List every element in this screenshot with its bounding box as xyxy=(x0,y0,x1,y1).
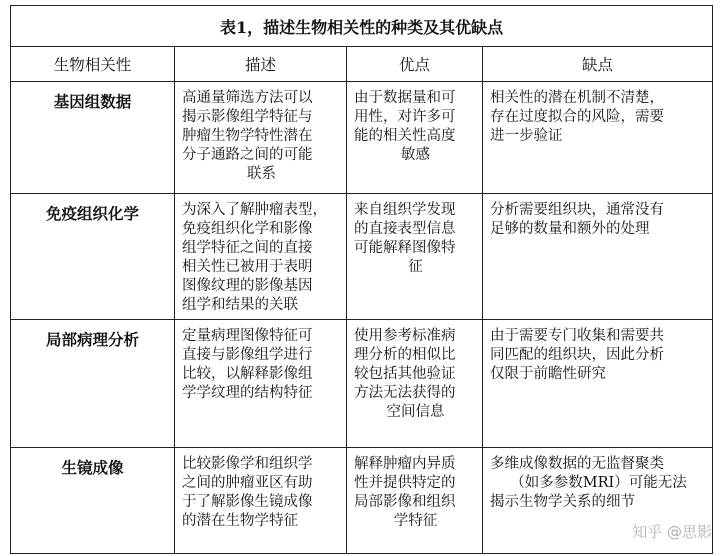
row-disadvantages: 由于需要专门收集和需要共 同匹配的组织块，因此分析 仅限于前瞻性研究 xyxy=(483,320,713,448)
row-disadvantages: 相关性的潜在机制不清楚， 存在过度拟合的风险，需要 进一步验证 xyxy=(483,82,713,194)
row-category: 生镜成像 xyxy=(11,448,175,554)
row-description: 高通量筛选方法可以 揭示影像组学特征与 肿瘤生物学特性潜在 分子通路之间的可能 联系 xyxy=(175,82,347,194)
table-row xyxy=(11,82,713,194)
row-category: 基因组数据 xyxy=(11,82,175,194)
row-description: 比较影像学和组织学 之间的肿瘤亚区有助 于了解影像生镜成像 的潜在生物学特征 xyxy=(175,448,347,554)
row-advantages: 来自组织学发现 的直接表型信息 可能解释图像特 征 xyxy=(347,194,483,320)
header-row xyxy=(11,47,713,82)
header-disadvantages: 缺点 xyxy=(483,47,713,82)
row-disadvantages: 多维成像数据的无监督聚类 （如多参数MRI）可能无法 揭示生物学关系的细节 xyxy=(483,448,713,554)
row-category: 免疫组织化学 xyxy=(11,194,175,320)
row-advantages: 由于数据量和可 用性，对许多可 能的相关性高度 敏感 xyxy=(347,82,483,194)
table-row xyxy=(11,320,713,448)
table-row xyxy=(11,194,713,320)
table-row xyxy=(11,448,713,554)
document-table xyxy=(10,5,713,554)
row-disadvantages: 分析需要组织块，通常没有 足够的数量和额外的处理 xyxy=(483,194,713,320)
row-category: 局部病理分析 xyxy=(11,320,175,448)
zhihu-watermark: 知乎 @思影 xyxy=(632,523,712,541)
row-description: 定量病理图像特征可 直接与影像组学进行 比较，以解释影像组 学学纹理的结构特征 xyxy=(175,320,347,448)
row-advantages: 解释肿瘤内异质 性并提供特定的 局部影像和组织 学特征 xyxy=(347,448,483,554)
row-description: 为深入了解肿瘤表型， 免疫组织化学和影像 组学特征之间的直接 相关性已被用于表明 图像纹理的影像基因 组学和结果的关联 xyxy=(175,194,347,320)
header-relevance: 生物相关性 xyxy=(11,47,175,82)
row-advantages: 使用参考标准病 理分析的相似比 较包括其他验证 方法无法获得的 空间信息 xyxy=(347,320,483,448)
header-description: 描述 xyxy=(175,47,347,82)
header-advantages: 优点 xyxy=(347,47,483,82)
table-caption: 表1，描述生物相关性的种类及其优缺点 xyxy=(11,6,713,47)
